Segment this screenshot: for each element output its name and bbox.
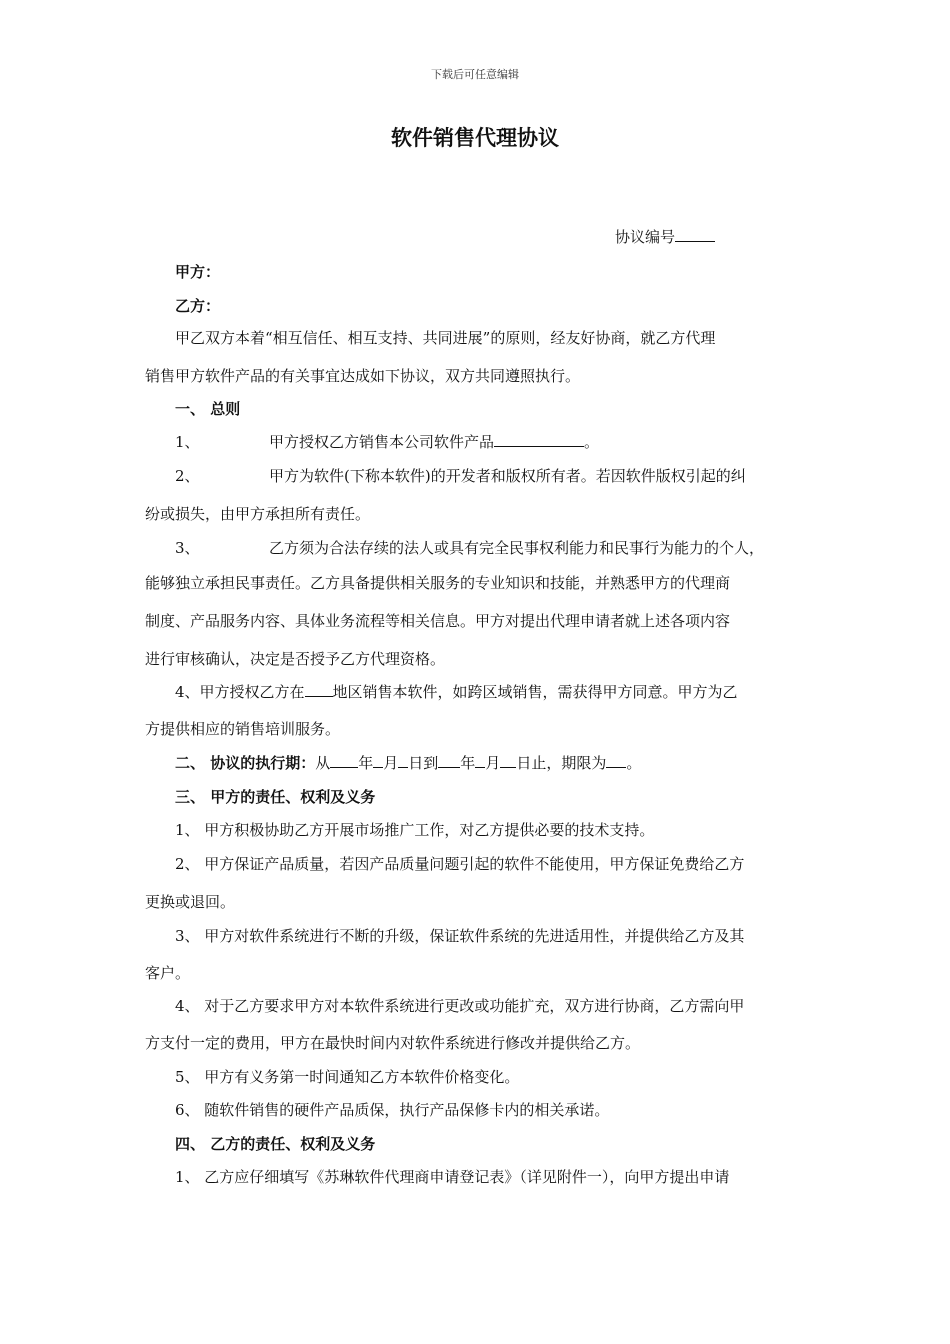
clause-line: 3、 甲方对软件系统进行不断的升级，保证软件系统的先进适用性，并提供给乙方及其 (175, 927, 745, 945)
clause-continuation: 能够独立承担民事责任。乙方具备提供相关服务的专业知识和技能，并熟悉甲方的代理商 (145, 574, 731, 592)
clause-1-1 (175, 432, 599, 452)
blank (500, 753, 516, 768)
period-text: 日止，期限为 (516, 754, 607, 772)
clause-text: 4、甲方授权乙方在 (175, 683, 305, 701)
clause-continuation: 方提供相应的销售培训服务。 (145, 720, 341, 738)
agreement-number-blank (675, 227, 715, 242)
document-title: 软件销售代理协议 (391, 125, 559, 150)
agreement-number-label: 协议编号 (615, 228, 676, 246)
period-text: 年 (358, 754, 374, 772)
agreement-number (615, 227, 715, 247)
section-4-heading: 四、 乙方的责任、权利及义务 (175, 1135, 376, 1153)
clause-text: 乙方须为合法存续的法人或具有完全民事权利能力和民事行为能力的个人， (269, 539, 765, 557)
blank (475, 753, 485, 768)
clause-number: 3、 (175, 539, 200, 557)
product-name-blank (494, 432, 584, 447)
period-text: 月 (485, 754, 501, 772)
clause-continuation: 制度、产品服务内容、具体业务流程等相关信息。甲方对提出代理申请者就上述各项内容 (145, 612, 731, 630)
clause-1-2 (175, 466, 746, 486)
blank (373, 753, 383, 768)
clause-line: 1、 甲方积极协助乙方开展市场推广工作，对乙方提供必要的技术支持。 (175, 821, 655, 839)
period-text: 年 (460, 754, 476, 772)
intro-line: 销售甲方软件产品的有关事宜达成如下协议，双方共同遵照执行。 (145, 367, 581, 385)
section-2-heading: 二、 协议的执行期： (175, 754, 316, 772)
clause-continuation: 方支付一定的费用，甲方在最快时间内对软件系统进行修改并提供给乙方。 (145, 1034, 641, 1052)
clause-continuation: 纷或损失，由甲方承担所有责任。 (145, 505, 371, 523)
blank (438, 753, 460, 768)
clause-text: 地区销售本软件，如跨区域销售，需获得甲方同意。甲方为乙 (332, 683, 738, 701)
clause-text: 甲方授权乙方销售本公司软件产品 (269, 433, 495, 451)
party-a-label: 甲方： (175, 263, 221, 281)
clause-number: 2、 (175, 467, 200, 485)
clause-continuation: 客户。 (145, 964, 191, 982)
clause-line: 1、 乙方应仔细填写《苏琳软件代理商申请登记表》（详见附件一），向甲方提出申请 (175, 1168, 730, 1186)
period-text: 日到 (408, 754, 439, 772)
clause-1-4 (175, 682, 738, 702)
intro-line: 甲乙双方本着“相互信任、相互支持、共同进展”的原则，经友好协商，就乙方代理 (175, 329, 716, 347)
clause-number: 1、 (175, 433, 200, 451)
region-blank (305, 682, 333, 697)
blank (606, 753, 626, 768)
clause-line: 4、 对于乙方要求甲方对本软件系统进行更改或功能扩充，双方进行协商，乙方需向甲 (175, 997, 745, 1015)
clause-continuation: 更换或退回。 (145, 893, 236, 911)
clause-line: 5、 甲方有义务第一时间通知乙方本软件价格变化。 (175, 1068, 520, 1086)
party-b-label: 乙方： (175, 297, 221, 315)
clause-continuation: 进行审核确认，决定是否授予乙方代理资格。 (145, 650, 446, 668)
header-note: 下载后可任意编辑 (431, 68, 519, 81)
clause-text: 甲方为软件(下称本软件)的开发者和版权所有者。若因软件版权引起的纠 (269, 467, 746, 485)
clause-1-3 (175, 538, 764, 558)
period-text: 从 (315, 754, 331, 772)
clause-end: 。 (584, 433, 600, 451)
blank (330, 753, 358, 768)
clause-line: 6、 随软件销售的硬件产品质保，执行产品保修卡内的相关承诺。 (175, 1101, 610, 1119)
period-text: 。 (626, 754, 642, 772)
section-1-heading: 一、 总则 (175, 400, 241, 418)
section-2-line (175, 753, 641, 773)
period-text: 月 (383, 754, 399, 772)
section-3-heading: 三、 甲方的责任、权利及义务 (175, 788, 376, 806)
blank (398, 753, 408, 768)
clause-line: 2、 甲方保证产品质量，若因产品质量问题引起的软件不能使用，甲方保证免费给乙方 (175, 855, 745, 873)
